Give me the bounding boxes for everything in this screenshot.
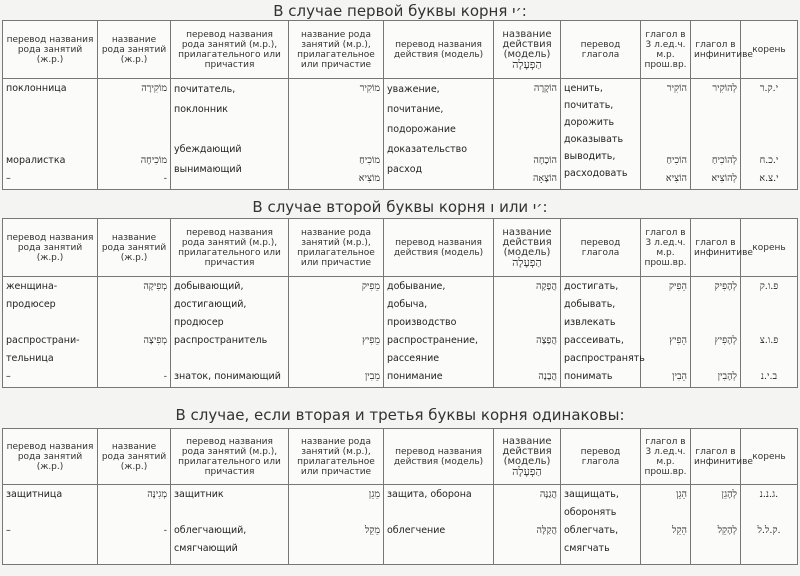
table-row	[3, 277, 798, 388]
action-model-label: הַפְעָלָה	[512, 57, 542, 71]
col-fem-translation-header: перевод названия рода занятий (ж.р.)	[3, 219, 98, 277]
col-verb-translation-header: перевод глагола	[561, 219, 641, 277]
infinitive-cell: לְהָפִיק לְהָפִיץ לְהָבִין	[691, 277, 741, 388]
col-action-translation-header: перевод названия действия (модель)	[384, 21, 494, 79]
col-past-header: глагол в 3 л.ед.ч. м.р. прош.вр.	[641, 21, 691, 79]
conjugation-table-1	[2, 20, 798, 190]
col-masc-translation-header: перевод названия рода занятий (м.р.), прилагательного или причастия	[171, 21, 289, 79]
col-action-header	[494, 429, 561, 485]
col-infinitive-header: глагол в инфинитиве	[691, 21, 741, 79]
col-past-header: глагол в 3 л.ед.ч. м.р. прош.вр.	[641, 429, 691, 485]
col-verb-translation-header: перевод глагола	[561, 21, 641, 79]
action-name-cell: הֲגַנָּה הֲקַלָּה	[494, 485, 561, 565]
fem-name-cell: מְפִיקָה מְפִיצָה -	[98, 277, 171, 388]
fem-name-cell: מוֹקִירָה מוֹכִיחָה -	[98, 79, 171, 190]
col-fem-name-header: название рода занятий (ж.р.)	[98, 21, 171, 79]
verb-translation-cell: защищать, оборонять облегчать, смягчать	[561, 485, 641, 565]
root-cell: ג.נ.נ. ק.ל.ל.	[741, 485, 798, 565]
col-fem-name-header: название рода занятий (ж.р.)	[98, 219, 171, 277]
past-cell: הוֹקִיר הוֹכִיחַ הוֹצִיא	[641, 79, 691, 190]
conjugation-table-3	[2, 428, 798, 565]
col-action-header-text: название действия (модель)	[502, 226, 552, 258]
masc-translation-cell: добывающий, достигающий, продюсер распространитель знаток, понимающий	[171, 277, 289, 388]
action-translation-cell: защита, оборона облегчение	[384, 485, 494, 565]
col-infinitive-header: глагол в инфинитиве	[691, 219, 741, 277]
col-infinitive-header: глагол в инфинитиве	[691, 429, 741, 485]
root-cell: י.ק.ר י.כ.ח י.צ.א	[741, 79, 798, 190]
col-action-header	[494, 21, 561, 79]
verb-translation-cell: достигать, добывать, извлекать рассеивать, распространять понимать	[561, 277, 641, 388]
section-title-3: В случае, если вторая и третья буквы корня одинаковы:	[175, 406, 625, 424]
action-translation-cell: добывание, добыча, производство распространение, рассеяние понимание	[384, 277, 494, 388]
col-past-header: глагол в 3 л.ед.ч. м.р. прош.вр.	[641, 219, 691, 277]
col-masc-name-header: название рода занятий (м.р.), прилагательное или причастие	[289, 21, 384, 79]
section-title-1: В случае первой буквы корня ׳י:	[273, 2, 527, 20]
conjugation-table-2	[2, 218, 798, 388]
col-verb-translation-header: перевод глагола	[561, 429, 641, 485]
col-action-header-text: название действия (модель)	[502, 435, 552, 467]
col-masc-translation-header: перевод названия рода занятий (м.р.), прилагательного или причастия	[171, 219, 289, 277]
action-name-cell: הוֹקָרָה הוֹכָחָה הוֹצָאָה	[494, 79, 561, 190]
fem-translation-cell: женщина- продюсер распространи- тельница –	[3, 277, 98, 388]
masc-translation-cell: почитатель, поклонник убеждающий вынимающий	[171, 79, 289, 190]
col-root-header: корень	[741, 21, 798, 79]
col-masc-name-header: название рода занятий (м.р.), прилагательное или причастие	[289, 429, 384, 485]
section-title-2: В случае второй буквы корня ו или ׳י:	[252, 198, 548, 216]
col-masc-translation-header: перевод названия рода занятий (м.р.), прилагательного или причастия	[171, 429, 289, 485]
action-model-label: הַפְעָלָה	[512, 255, 542, 269]
root-cell: פ.ו.ק פ.ו.צ ב.י.נ	[741, 277, 798, 388]
action-name-cell: הֲפָקָה הֲפָצָה הֲבָנָה	[494, 277, 561, 388]
col-action-header-text: название действия (модель)	[502, 28, 552, 60]
col-root-header: корень	[741, 219, 798, 277]
verb-translation-cell: ценить, почитать, дорожить доказывать выводить, расходовать	[561, 79, 641, 190]
fem-name-cell: מְגִינָּה -	[98, 485, 171, 565]
action-model-label: הַפְעָלָה	[512, 464, 542, 478]
col-fem-name-header: название рода занятий (ж.р.)	[98, 429, 171, 485]
action-translation-cell: уважение, почитание, подорожание доказательство расход	[384, 79, 494, 190]
past-cell: הֵגֵן הֵקֵל	[641, 485, 691, 565]
col-action-translation-header: перевод названия действия (модель)	[384, 429, 494, 485]
col-fem-translation-header: перевод названия рода занятий (ж.р.)	[3, 429, 98, 485]
col-action-translation-header: перевод названия действия (модель)	[384, 219, 494, 277]
fem-translation-cell: поклонница моралистка –	[3, 79, 98, 190]
past-cell: הֵפִיק הֵפִיץ הֵבִין	[641, 277, 691, 388]
fem-translation-cell: защитница –	[3, 485, 98, 565]
col-action-header	[494, 219, 561, 277]
masc-name-cell: מֵפִיק מֵפִיץ מֵבִין	[289, 277, 384, 388]
masc-translation-cell: защитник облегчающий, смягчающий	[171, 485, 289, 565]
infinitive-cell: לְהוֹקִיר לְהוֹכִיחַ לְהוֹצִיא	[691, 79, 741, 190]
table-row	[3, 485, 798, 565]
col-fem-translation-header: перевод названия рода занятий (ж.р.)	[3, 21, 98, 79]
col-masc-name-header: название рода занятий (м.р.), прилагательное или причастие	[289, 219, 384, 277]
table-row	[3, 79, 798, 190]
infinitive-cell: לְהָגֵן לְהָקֵל	[691, 485, 741, 565]
masc-name-cell: מוֹקִיר מוֹכִיחַ מוֹצִיא	[289, 79, 384, 190]
masc-name-cell: מֵגֵן מֵקֵל	[289, 485, 384, 565]
col-root-header: корень	[741, 429, 798, 485]
